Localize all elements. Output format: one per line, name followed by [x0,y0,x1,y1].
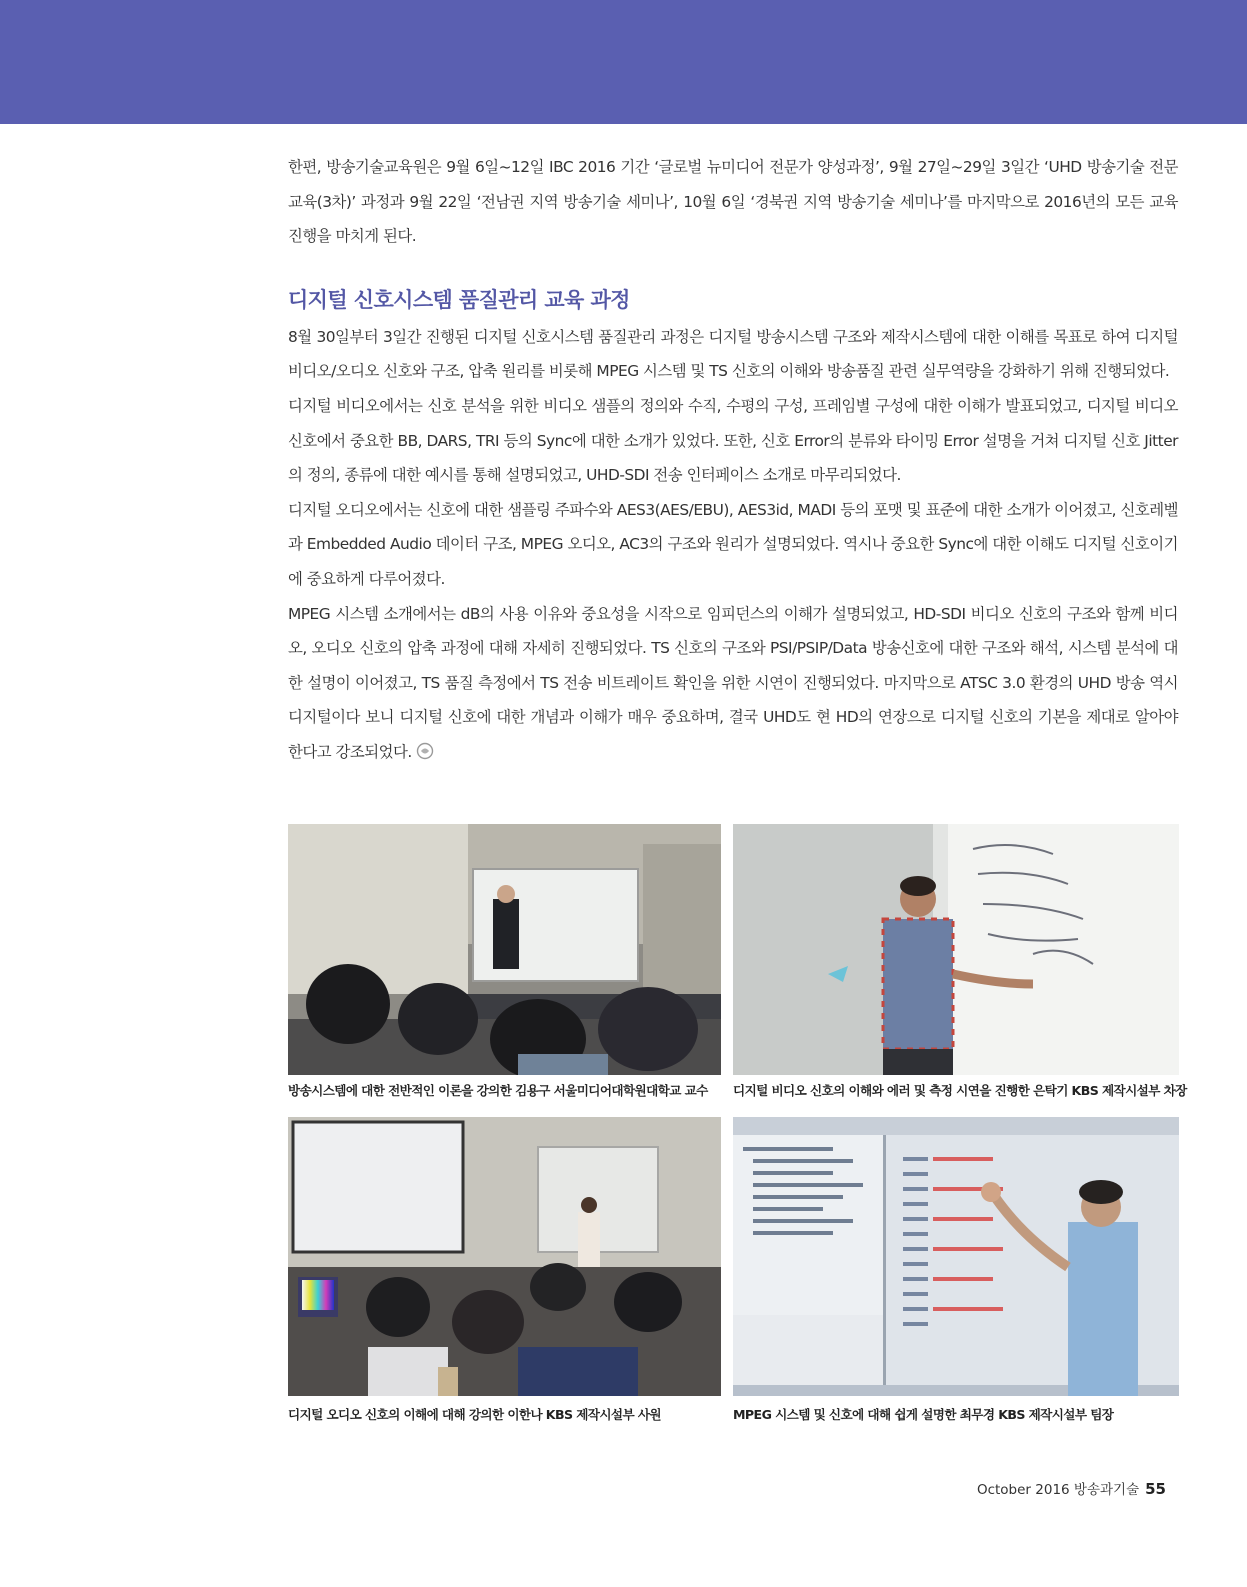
body-paragraph: 디지털 오디오에서는 신호에 대한 샘플링 주파수와 AES3(AES/EBU), AES3id, MADI 등의 포맷 및 표준에 대한 소개가 이어졌고, 신호레벨과 Embedded Audio 데이터 구조, MPEG 오디오, AC3의 구조와 원리가 설명되었다. 역시나 중요한 Sync에 대한 이해도 디지털 신호이기에 중요하게 다루어졌다. [288,500,1178,588]
body-paragraph: 디지털 비디오에서는 신호 분석을 위한 비디오 샘플의 정의와 수직, 수평의 구성, 프레임별 구성에 대한 이해가 발표되었고, 디지털 비디오 신호에서 중요한 BB, DARS, TRI 등의 Sync에 대한 소개가 있었다. 또한, 신호 Error의 분류와 타이밍 Error 설명을 거쳐 디지털 신호 Jitter의 정의, 종류에 대한 예시를 통해 설명되었고, UHD-SDI 전송 인터페이스 소개로 마무리되었다. [288,396,1178,485]
photo-caption: 디지털 오디오 신호의 이해에 대해 강의한 이한나 KBS 제작시설부 사원 [288,1407,661,1422]
photo-caption: 디지털 비디오 신호의 이해와 에러 및 측정 시연을 진행한 은탁기 KBS 제작시설부 차장 [733,1083,1187,1098]
photo-audio-lecture-image [288,1117,721,1396]
page-number: 55 [1145,1480,1166,1498]
photo-lecture-hall [288,824,721,1075]
photo-caption: 방송시스템에 대한 전반적인 이론을 강의한 김용구 서울미디어대학원대학교 교수 [288,1083,708,1098]
intro-paragraph: 한편, 방송기술교육원은 9월 6일~12일 IBC 2016 기간 ‘글로벌 뉴미디어 전문가 양성과정’, 9월 27일~29일 3일간 ‘UHD 방송기술 전문교육(3차)’ 과정과 9월 22일 ‘전남권 지역 방송기술 세미나’, 10월 6일 ‘경북권 지역 방송기술 세미나’를 마지막으로 2016년의 모든 교육 진행을 마치게 된다. [288,158,1178,246]
issue-label: October 2016 방송과기술 [976,1482,1140,1498]
photo-whiteboard-demo-image [733,824,1179,1075]
end-mark-icon [416,742,434,760]
article-body [288,150,1178,770]
photo-whiteboard-demo [733,824,1179,1075]
section-title: 디지털 신호시스템 품질관리 교육 과정 [288,287,630,312]
header-band [0,0,1247,124]
photo-caption: MPEG 시스템 및 신호에 대해 쉽게 설명한 최무경 KBS 제작시설부 팀장 [733,1407,1114,1422]
photo-lecture-hall-image [288,824,721,1075]
page-footer [977,1478,1166,1498]
body-paragraph: 8월 30일부터 3일간 진행된 디지털 신호시스템 품질관리 과정은 디지털 방송시스템 구조와 제작시스템에 대한 이해를 목표로 하여 디지털 비디오/오디오 신호와 구조, 압축 원리를 비롯해 MPEG 시스템 및 TS 신호의 이해와 방송품질 관련 실무역량을 강화하기 위해 진행되었다. [288,327,1178,381]
photo-mpeg-analysis [733,1117,1179,1396]
body-paragraph-text: MPEG 시스템 소개에서는 dB의 사용 이유와 중요성을 시작으로 임피던스의 이해가 설명되었고, HD-SDI 비디오 신호의 구조와 함께 비디오, 오디오 신호의 압축 과정에 대해 자세히 진행되었다. TS 신호의 구조와 PSI/PSIP/Data 방송신호에 대한 구조와 해석, 시스템 분석에 대한 설명이 이어졌고, TS 품질 측정에서 TS 전송 비트레이트 확인을 위한 시연이 진행되었다. 마지막으로 ATSC 3.0 환경의 UHD 방송 역시 디지털이다 보니 디지털 신호에 대한 개념과 이해가 매우 중요하며, 결국 UHD도 현 HD의 연장으로 디지털 신호의 기본을 제대로 알아야 한다고 강조되었다. [288,604,1178,761]
body-paragraph [288,597,1178,770]
photo-audio-lecture [288,1117,721,1396]
photo-mpeg-analysis-image [733,1117,1179,1396]
